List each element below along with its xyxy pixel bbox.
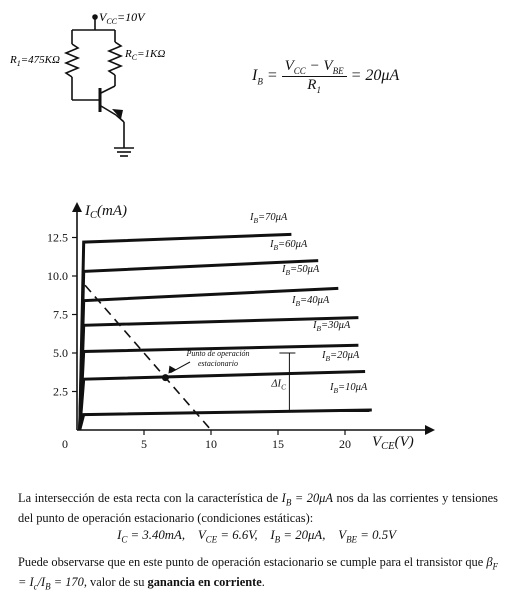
r1-label: $R_1=475K\Omega$ [10,54,60,68]
x-axis-title: $V_{CE}(V)$ [372,434,414,452]
y-axis-arrow-icon [72,202,82,212]
annotation-line-1: Punto de operación [186,349,250,358]
operating-point-values: $I_C = 3.40mA$, $V_{CE} = 6.6V$, $I_B = 20\mu A$, $V_{BE} = 0.5V$ [117,528,396,545]
ib-curve-label-6: $I_B=60\mu A$ [270,239,308,252]
x-tick-label: 10 [205,437,217,451]
x-tick-label: 5 [141,437,147,451]
x-tick-label: 15 [272,437,284,451]
ib-curve-2 [80,371,365,430]
ib-curve-label-3: $I_B=30\mu A$ [313,320,351,333]
annotation-line-2: estacionario [198,359,238,368]
ib-curve-label-1: $I_B=10\mu A$ [330,382,368,395]
ib-curve-label-2: $I_B=20\mu A$ [322,350,360,363]
ib-curve-label-4: $I_B=40\mu A$ [292,295,330,308]
y-axis-title: $I_C(mA)$ [85,203,128,221]
y-tick-label: 7.5 [53,307,68,322]
delta-ic-label: $\Delta I_C$ [271,378,286,392]
ib-curve-label-7: $I_B=70\mu A$ [250,212,288,225]
y-tick-label: 2.5 [53,384,68,399]
y-tick-label: 10.0 [47,269,68,283]
annotation-arrow-icon [168,366,176,374]
ib-curve-label-5: $I_B=50\mu A$ [282,264,320,277]
q-point [162,374,169,381]
y-tick-label: 12.5 [47,230,68,245]
vcc-label: $V_{CC}=10V$ [99,10,145,26]
y-tick-label: 5.0 [53,346,68,360]
x-tick-label: 20 [339,437,351,451]
ib-curve-6 [80,261,319,430]
paragraph-intersection: La intersección de esta recta con la característica de $I_B = 20\mu A$ nos da las corrientes y tensiones del punto de operación estacionario (condiciones estáticas): [18,491,498,526]
paragraph-gain: Puede observarse que en este punto de operación estacionario se cumple para el transistor que $\beta_F = I_c/I_B = 170$, valor de su ganancia en corriente. [18,555,498,592]
x-axis-arrow-icon [425,425,435,435]
ib-equation: $I_B$ = $\frac{V_{CC} - V_{BE}}{R_1}$ = 20μA [252,58,400,95]
x-tick-label: 0 [62,437,68,451]
ib-fraction: $\frac{V_{CC} - V_{BE}}{R_1}$ [282,58,347,95]
ib-curve-1 [80,410,372,430]
rc-label: $R_C=1K\Omega$ [125,48,166,62]
ib-curve-3 [80,345,359,430]
